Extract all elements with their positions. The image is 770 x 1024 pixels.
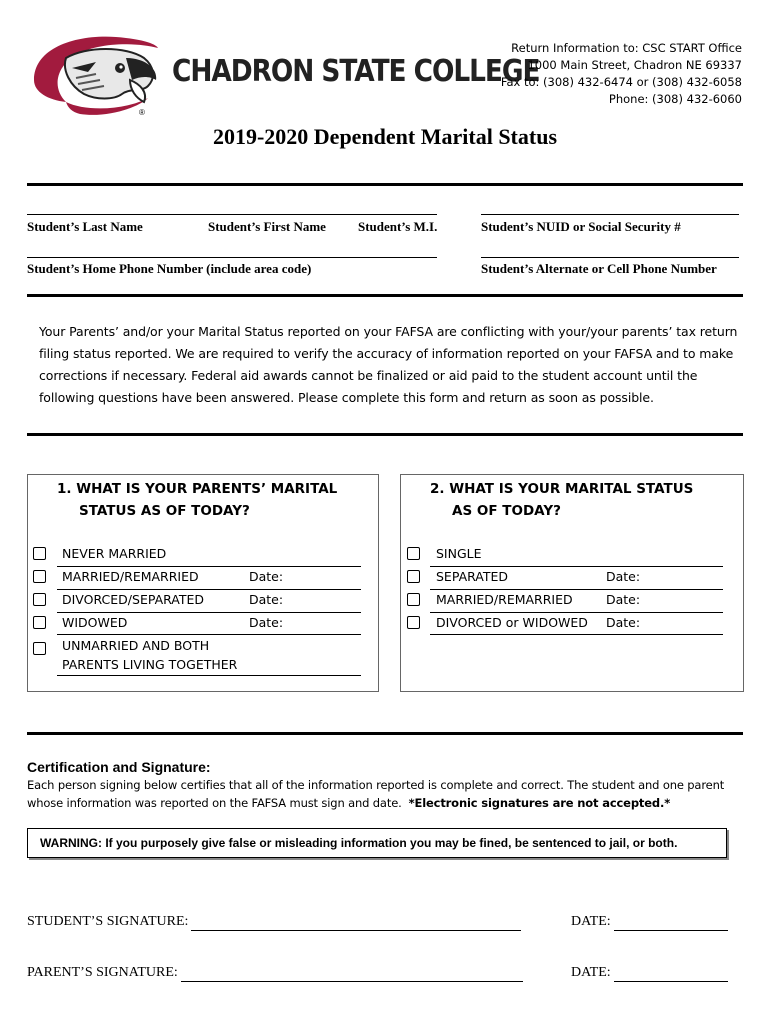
option-label: MARRIED/REMARRIED <box>436 592 573 607</box>
parent-signature-label: PARENT’S SIGNATURE: <box>27 965 178 980</box>
home-phone-field-line[interactable] <box>27 257 437 258</box>
divider <box>27 433 743 436</box>
student-signature-line[interactable] <box>191 930 521 931</box>
parent-date-label: DATE: <box>571 965 611 980</box>
warning-box <box>27 828 727 858</box>
date-label: Date: <box>249 569 284 584</box>
mi-label: Student’s M.I. <box>358 219 438 234</box>
eagle-mascot-icon <box>26 28 166 120</box>
option-underline <box>57 566 361 567</box>
date-label: Date: <box>249 592 284 607</box>
option-label: MARRIED/REMARRIED <box>62 569 199 584</box>
return-line: Fax to: (308) 432-6474 or (308) 432-6058 <box>500 75 742 89</box>
student-date-label: DATE: <box>571 914 611 929</box>
intro-line: corrections if necessary. Federal aid awards cannot be finalized or aid paid to the student account until the <box>39 368 698 383</box>
home-phone-label: Student’s Home Phone Number (include area code) <box>27 261 312 276</box>
option-label: NEVER MARRIED <box>62 546 167 561</box>
student-signature-label: STUDENT’S SIGNATURE: <box>27 914 189 929</box>
date-label: Date: <box>606 592 641 607</box>
first-name-label: Student’s First Name <box>208 219 326 234</box>
date-label: Date: <box>249 615 284 630</box>
option-underline <box>430 566 723 567</box>
last-name-label: Student’s Last Name <box>27 219 143 234</box>
option-label: SEPARATED <box>436 569 509 584</box>
return-info <box>501 40 742 108</box>
q2-title <box>430 478 693 522</box>
divider <box>27 183 743 186</box>
option-underline <box>57 675 361 676</box>
intro-line: following questions have been answered. Please complete this form and return as soon as possible. <box>39 390 654 405</box>
return-line: Return Information to: CSC START Office <box>511 41 742 55</box>
option-label: UNMARRIED AND BOTH <box>62 638 210 653</box>
certification-line-text: whose information was reported on the FAFSA must sign and date. <box>27 796 402 810</box>
electronic-signature-note: *Electronic signatures are not accepted.* <box>408 796 671 810</box>
single-checkbox[interactable] <box>407 547 420 560</box>
q2-title-line: 2. WHAT IS YOUR MARITAL STATUS <box>430 481 694 497</box>
page-title: 2019-2020 Dependent Marital Status <box>212 124 558 149</box>
date-label: Date: <box>606 569 641 584</box>
date-line[interactable] <box>57 589 361 590</box>
nuid-label: Student’s NUID or Social Security # <box>481 219 681 234</box>
student-date-line[interactable] <box>614 930 728 931</box>
certification-text <box>27 776 724 812</box>
date-line[interactable] <box>57 634 361 635</box>
divorced-separated-checkbox[interactable] <box>33 593 46 606</box>
q2-title-line: AS OF TODAY? <box>452 503 561 519</box>
alt-phone-field-line[interactable] <box>481 257 739 258</box>
name-field-line[interactable] <box>27 214 437 215</box>
q1-title-line: STATUS AS OF TODAY? <box>79 503 250 519</box>
divorced-widowed-checkbox[interactable] <box>407 616 420 629</box>
registered-mark: ® <box>139 108 145 117</box>
date-line[interactable] <box>430 634 723 635</box>
option-label: DIVORCED or WIDOWED <box>436 615 588 630</box>
college-logo <box>26 28 540 120</box>
option-label: PARENTS LIVING TOGETHER <box>62 657 238 672</box>
date-line[interactable] <box>430 612 723 613</box>
certification-heading: Certification and Signature: <box>27 759 211 775</box>
divider <box>27 294 743 297</box>
return-line: 1000 Main Street, Chadron NE 69337 <box>527 58 742 72</box>
parent-signature-line[interactable] <box>181 981 523 982</box>
option-label: SINGLE <box>436 546 482 561</box>
never-married-checkbox[interactable] <box>33 547 46 560</box>
q1-title <box>57 478 337 522</box>
college-name: CHADRON STATE COLLEGE <box>172 54 540 89</box>
parent-date-line[interactable] <box>614 981 728 982</box>
certification-line: Each person signing below certifies that all of the information reported is complete and correct. The student and one parent <box>27 778 725 792</box>
intro-line: Your Parents’ and/or your Marital Status reported on your FAFSA are conflicting with your/your parents’ tax return <box>39 324 738 339</box>
intro-paragraph <box>39 321 737 409</box>
option-label: WIDOWED <box>62 615 128 630</box>
nuid-field-line[interactable] <box>481 214 739 215</box>
certification-line <box>27 794 724 812</box>
date-line[interactable] <box>430 589 723 590</box>
date-label: Date: <box>606 615 641 630</box>
return-line: Phone: (308) 432-6060 <box>608 92 742 106</box>
married-remarried-checkbox[interactable] <box>407 593 420 606</box>
option-label: DIVORCED/SEPARATED <box>62 592 205 607</box>
warning-text: WARNING: If you purposely give false or misleading information you may be fined, be sentenced to jail, or both. <box>40 836 678 850</box>
q1-title-line: 1. WHAT IS YOUR PARENTS’ MARITAL <box>57 481 338 497</box>
unmarried-together-checkbox[interactable] <box>33 642 46 655</box>
widowed-checkbox[interactable] <box>33 616 46 629</box>
intro-line: filing status reported. We are required to verify the accuracy of information reported on your FAFSA and to make <box>39 346 734 361</box>
divider <box>27 732 743 735</box>
date-line[interactable] <box>57 612 361 613</box>
alt-phone-label: Student’s Alternate or Cell Phone Number <box>481 261 717 276</box>
separated-checkbox[interactable] <box>407 570 420 583</box>
married-remarried-checkbox[interactable] <box>33 570 46 583</box>
